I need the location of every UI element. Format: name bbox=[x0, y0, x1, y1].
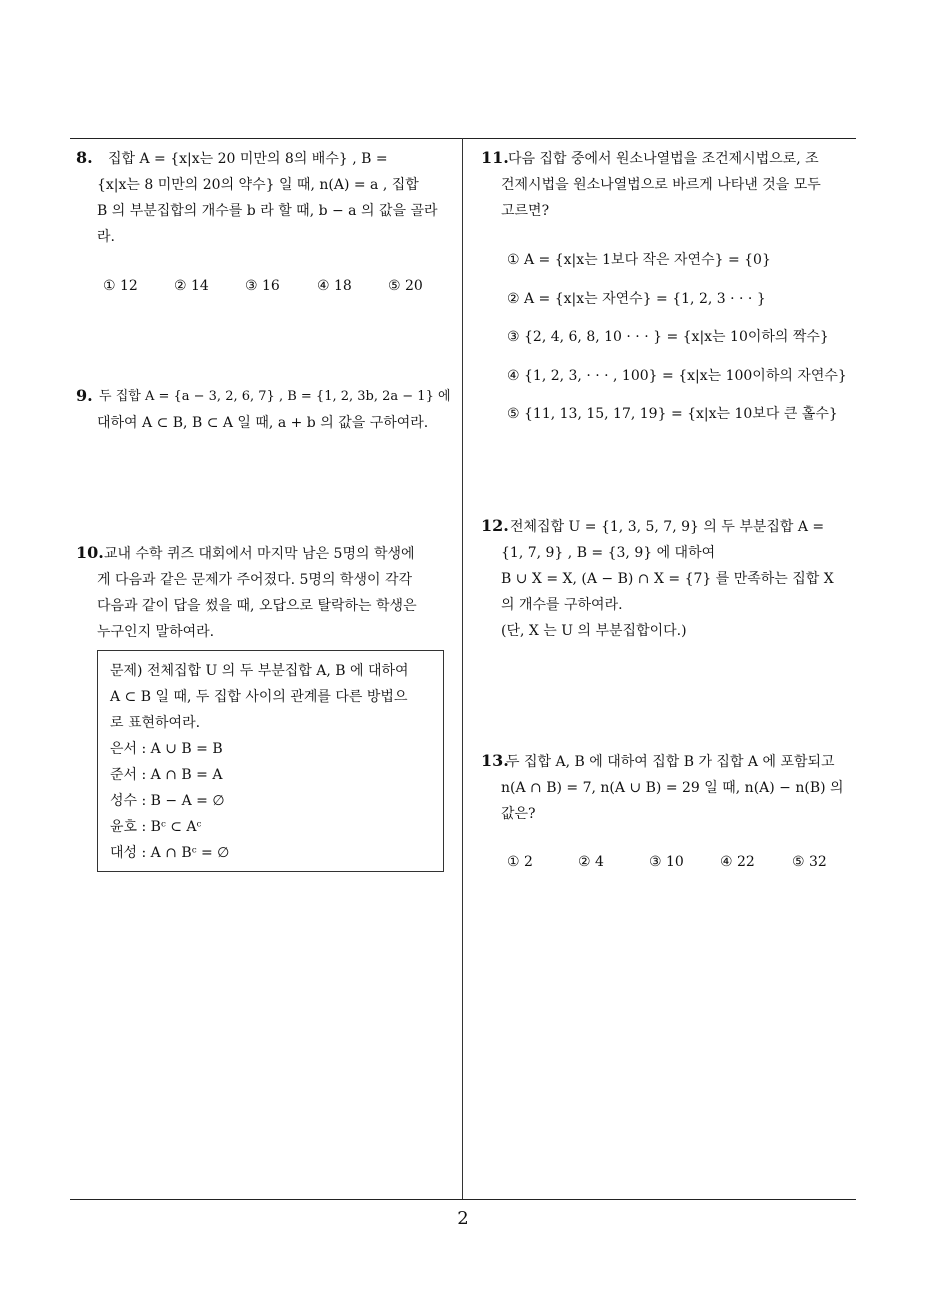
question-number: 9. bbox=[76, 386, 93, 405]
question-text-line: {1, 7, 9} , B = {3, 9} 에 대하여 bbox=[501, 545, 716, 561]
answer-eunseo: 은서 : A ∪ B = B bbox=[110, 741, 223, 757]
choice-5[interactable]: ⑤ 20 bbox=[388, 278, 423, 294]
question-text-line: 의 개수를 구하여라. bbox=[501, 597, 623, 613]
choice-1[interactable]: ① 2 bbox=[507, 854, 533, 870]
question-text-line: 값은? bbox=[501, 806, 536, 822]
choice-3[interactable]: ③ 16 bbox=[245, 278, 280, 294]
question-text-line: 다음과 같이 답을 썼을 때, 오답으로 탈락하는 학생은 bbox=[97, 598, 417, 614]
choice-5[interactable]: ⑤ {11, 13, 15, 17, 19} = {x|x는 10보다 큰 홀수} bbox=[507, 406, 838, 422]
choice-5[interactable]: ⑤ 32 bbox=[792, 854, 827, 870]
question-text-line: 누구인지 말하여라. bbox=[97, 624, 215, 640]
answer-seongsu: 성수 : B − A = ∅ bbox=[110, 793, 225, 809]
choice-4[interactable]: ④ 18 bbox=[317, 278, 352, 294]
question-text-line: (단, X 는 U 의 부분집합이다.) bbox=[501, 623, 687, 639]
answer-daeseong: 대성 : A ∩ Bᶜ = ∅ bbox=[110, 845, 230, 861]
question-number: 11. bbox=[481, 148, 509, 167]
question-number: 13. bbox=[481, 751, 509, 770]
choice-3[interactable]: ③ {2, 4, 6, 8, 10 · · · } = {x|x는 10이하의 짝수} bbox=[507, 329, 829, 345]
question-number: 10. bbox=[76, 543, 104, 562]
question-text-line: 건제시법을 원소나열법으로 바르게 나타낸 것을 모두 bbox=[501, 177, 821, 193]
question-text-line: 라. bbox=[97, 229, 115, 245]
top-rule bbox=[70, 138, 856, 139]
question-number: 12. bbox=[481, 516, 509, 535]
question-text-line: B 의 부분집합의 개수를 b 라 할 때, b − a 의 값을 골라 bbox=[97, 203, 438, 219]
question-text-line: B ∪ X = X, (A − B) ∩ X = {7} 를 만족하는 집합 X bbox=[501, 571, 834, 587]
column-divider bbox=[462, 138, 463, 1200]
choice-2[interactable]: ② 14 bbox=[174, 278, 209, 294]
question-text-line: 게 다음과 같은 문제가 주어졌다. 5명의 학생이 각각 bbox=[97, 572, 412, 588]
question-text-line: 집합 A = {x|x는 20 미만의 8의 배수} , B = bbox=[108, 151, 388, 167]
choice-2[interactable]: ② A = {x|x는 자연수} = {1, 2, 3 · · · } bbox=[507, 291, 766, 307]
question-text-line: 교내 수학 퀴즈 대회에서 마지막 남은 5명의 학생에 bbox=[104, 546, 415, 562]
choice-4[interactable]: ④ {1, 2, 3, · · · , 100} = {x|x는 100이하의 자연수} bbox=[507, 368, 847, 384]
question-text-line: 다음 집합 중에서 원소나열법을 조건제시법으로, 조 bbox=[508, 151, 819, 167]
answer-yunho: 윤호 : Bᶜ ⊂ Aᶜ bbox=[110, 819, 202, 835]
choice-1[interactable]: ① 12 bbox=[103, 278, 138, 294]
page-number: 2 bbox=[457, 1208, 469, 1229]
bottom-rule bbox=[70, 1199, 856, 1200]
problem-box bbox=[97, 650, 444, 872]
box-text-line: 로 표현하여라. bbox=[110, 715, 201, 731]
question-text-line: 두 집합 A = {a − 3, 2, 6, 7} , B = {1, 2, 3b, 2a − 1} 에 bbox=[99, 389, 451, 404]
question-text-line: 고르면? bbox=[501, 203, 550, 219]
question-text-line: 두 집합 A, B 에 대하여 집합 B 가 집합 A 에 포함되고 bbox=[506, 754, 835, 770]
choice-3[interactable]: ③ 10 bbox=[649, 854, 684, 870]
choice-2[interactable]: ② 4 bbox=[578, 854, 604, 870]
choice-1[interactable]: ① A = {x|x는 1보다 작은 자연수} = {0} bbox=[507, 252, 771, 268]
answer-junseo: 준서 : A ∩ B = A bbox=[110, 767, 223, 783]
choice-4[interactable]: ④ 22 bbox=[720, 854, 755, 870]
question-number: 8. bbox=[76, 148, 93, 167]
question-text-line: 대하여 A ⊂ B, B ⊂ A 일 때, a + b 의 값을 구하여라. bbox=[97, 415, 429, 431]
question-text-line: n(A ∩ B) = 7, n(A ∪ B) = 29 일 때, n(A) − n(B) 의 bbox=[501, 780, 844, 796]
question-text-line: {x|x는 8 미만의 20의 약수} 일 때, n(A) = a , 집합 bbox=[97, 177, 419, 193]
box-text-line: 문제) 전체집합 U 의 두 부분집합 A, B 에 대하여 bbox=[110, 663, 409, 679]
box-text-line: A ⊂ B 일 때, 두 집합 사이의 관계를 다른 방법으 bbox=[110, 689, 408, 705]
question-text-line: 전체집합 U = {1, 3, 5, 7, 9} 의 두 부분집합 A = bbox=[510, 519, 825, 535]
